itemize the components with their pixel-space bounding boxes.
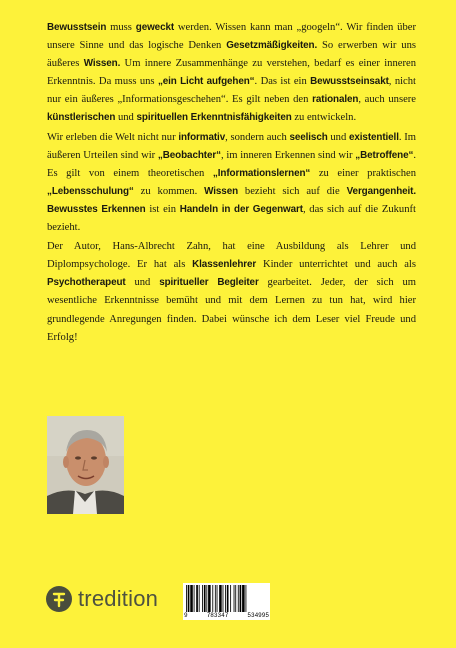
- barcode-bar: [190, 585, 193, 612]
- emphasis-text: rationalen: [312, 94, 359, 106]
- emphasis-text: geweckt: [135, 22, 175, 33]
- body-text: gearbeitet. Jeder, der sich um wesentliche Erkenntnisse bemüht und mit dem Lernen zu tun hat, wird hier grundlegende Anregungen finden. Dabei wünsche ich dem Leser viel Freude und Erfolg!: [47, 277, 416, 343]
- body-text: , sondern auch: [225, 131, 290, 143]
- publisher-name: tredition: [78, 586, 159, 611]
- barcode-bar: [188, 585, 190, 612]
- emphasis-text: seelisch: [289, 131, 328, 143]
- barcode-bar: [206, 585, 207, 612]
- emphasis-text: künstlerischen: [47, 112, 116, 124]
- barcode-bar: [223, 585, 224, 612]
- barcode-bar: [186, 585, 187, 612]
- emphasis-text: spiritueller Begleiter: [159, 277, 259, 289]
- emphasis-text: Bewusstseinsakt: [310, 76, 389, 88]
- barcode-bar: [196, 585, 198, 612]
- barcode-bar: [212, 585, 213, 612]
- body-text: zu entwickeln.: [291, 112, 357, 124]
- emphasis-text: informativ: [178, 131, 226, 143]
- body-text: . Im äußeren Urteilen sind wir: [47, 131, 416, 161]
- emphasis-text: Handeln in der Gegenwart: [179, 203, 303, 215]
- body-text: , das sich auf die Zukunft bezieht.: [47, 203, 416, 234]
- body-text: . Das ist ein: [254, 76, 311, 88]
- body-text: und: [125, 277, 160, 289]
- emphasis-text: existentiell: [349, 131, 399, 143]
- body-text: muss: [106, 22, 136, 33]
- barcode-bar: [194, 585, 195, 612]
- body-text: ist ein: [145, 203, 180, 215]
- emphasis-text: spirituellen Erkenntnisfähigkeiten: [136, 112, 292, 124]
- barcode-bar: [215, 585, 216, 612]
- body-text: So erwerben wir uns äußeres: [47, 40, 416, 70]
- isbn-barcode: [183, 583, 270, 620]
- barcode-bar: [199, 585, 200, 612]
- emphasis-text: Klassenlehrer: [192, 259, 257, 271]
- barcode-bar: [202, 585, 203, 612]
- body-text: , im inneren Erkennen sind wir: [220, 149, 356, 161]
- body-text: . Es gilt von einem theoretischen: [47, 149, 416, 179]
- emphasis-text: Bewusstes Erkennen: [47, 203, 146, 215]
- body-text: und: [115, 112, 137, 124]
- barcode-bar: [204, 585, 206, 612]
- back-cover-text: [47, 19, 416, 347]
- barcode-bar: [219, 585, 222, 612]
- isbn-lead-digit: 9: [184, 612, 188, 619]
- body-text: zu kommen.: [133, 185, 205, 197]
- isbn-group-1: 783347: [206, 612, 229, 619]
- barcode-bar: [230, 585, 231, 612]
- emphasis-text: „Informationslernen“: [212, 167, 311, 179]
- paragraph-3: [47, 238, 416, 347]
- emphasis-text: Wissen: [204, 185, 239, 197]
- emphasis-text: Wissen.: [83, 58, 121, 70]
- body-text: Um innere Zusammenhänge zu verstehen, bedarf es einer inneren Erkenntnis. Da muss uns: [47, 58, 416, 88]
- body-text: Kinder unterrichtet und auch als: [256, 259, 416, 271]
- barcode-bar: [217, 585, 218, 612]
- emphasis-text: Psychotherapeut: [47, 277, 126, 289]
- barcode-bar: [238, 585, 239, 612]
- emphasis-text: Vergangenheit.: [346, 185, 416, 197]
- barcode-bar: [240, 585, 242, 612]
- barcode-bar: [208, 585, 211, 612]
- isbn-number: [184, 612, 269, 619]
- barcode-bar: [235, 585, 236, 612]
- barcode-bar: [242, 585, 245, 612]
- barcode-bar: [225, 585, 226, 612]
- body-text: bezieht sich auf die: [238, 185, 347, 197]
- body-text: Der Autor, Hans-Albrecht Zahn, hat eine Ausbildung als Lehrer und Diplompsychologe. Er hat als: [47, 241, 416, 271]
- body-text: und: [327, 131, 349, 143]
- body-text: zu einer praktischen: [310, 167, 416, 179]
- emphasis-text: Bewusstsein: [47, 22, 107, 33]
- publisher-logo: [46, 584, 186, 614]
- barcode-bar: [246, 585, 247, 612]
- barcode-bar: [234, 585, 235, 612]
- body-text: , nicht nur ein äußeres „Informationsgeschehen“. Es gilt neben den: [47, 76, 416, 106]
- emphasis-text: „Beobachter“: [157, 149, 221, 161]
- emphasis-text: „Betroffene“: [355, 149, 414, 161]
- paragraph-1: [47, 19, 416, 128]
- emphasis-text: „ein Licht aufgehen“: [157, 76, 255, 88]
- body-text: , auch unsere: [358, 94, 416, 106]
- emphasis-text: „Lebensschulung“: [47, 185, 134, 197]
- isbn-group-2: 534995: [247, 612, 269, 619]
- barcode-bar: [227, 585, 229, 612]
- emphasis-text: Gesetzmäßigkeiten.: [226, 40, 318, 52]
- tredition-logo-icon: [46, 586, 72, 612]
- body-text: werden. Wissen kann man „googeln“. Wir finden über unsere Sinne und das logische Denken: [47, 22, 416, 52]
- body-text: Wir erleben die Welt nicht nur: [47, 131, 179, 143]
- author-photo: [47, 416, 124, 514]
- paragraph-2: [47, 129, 416, 238]
